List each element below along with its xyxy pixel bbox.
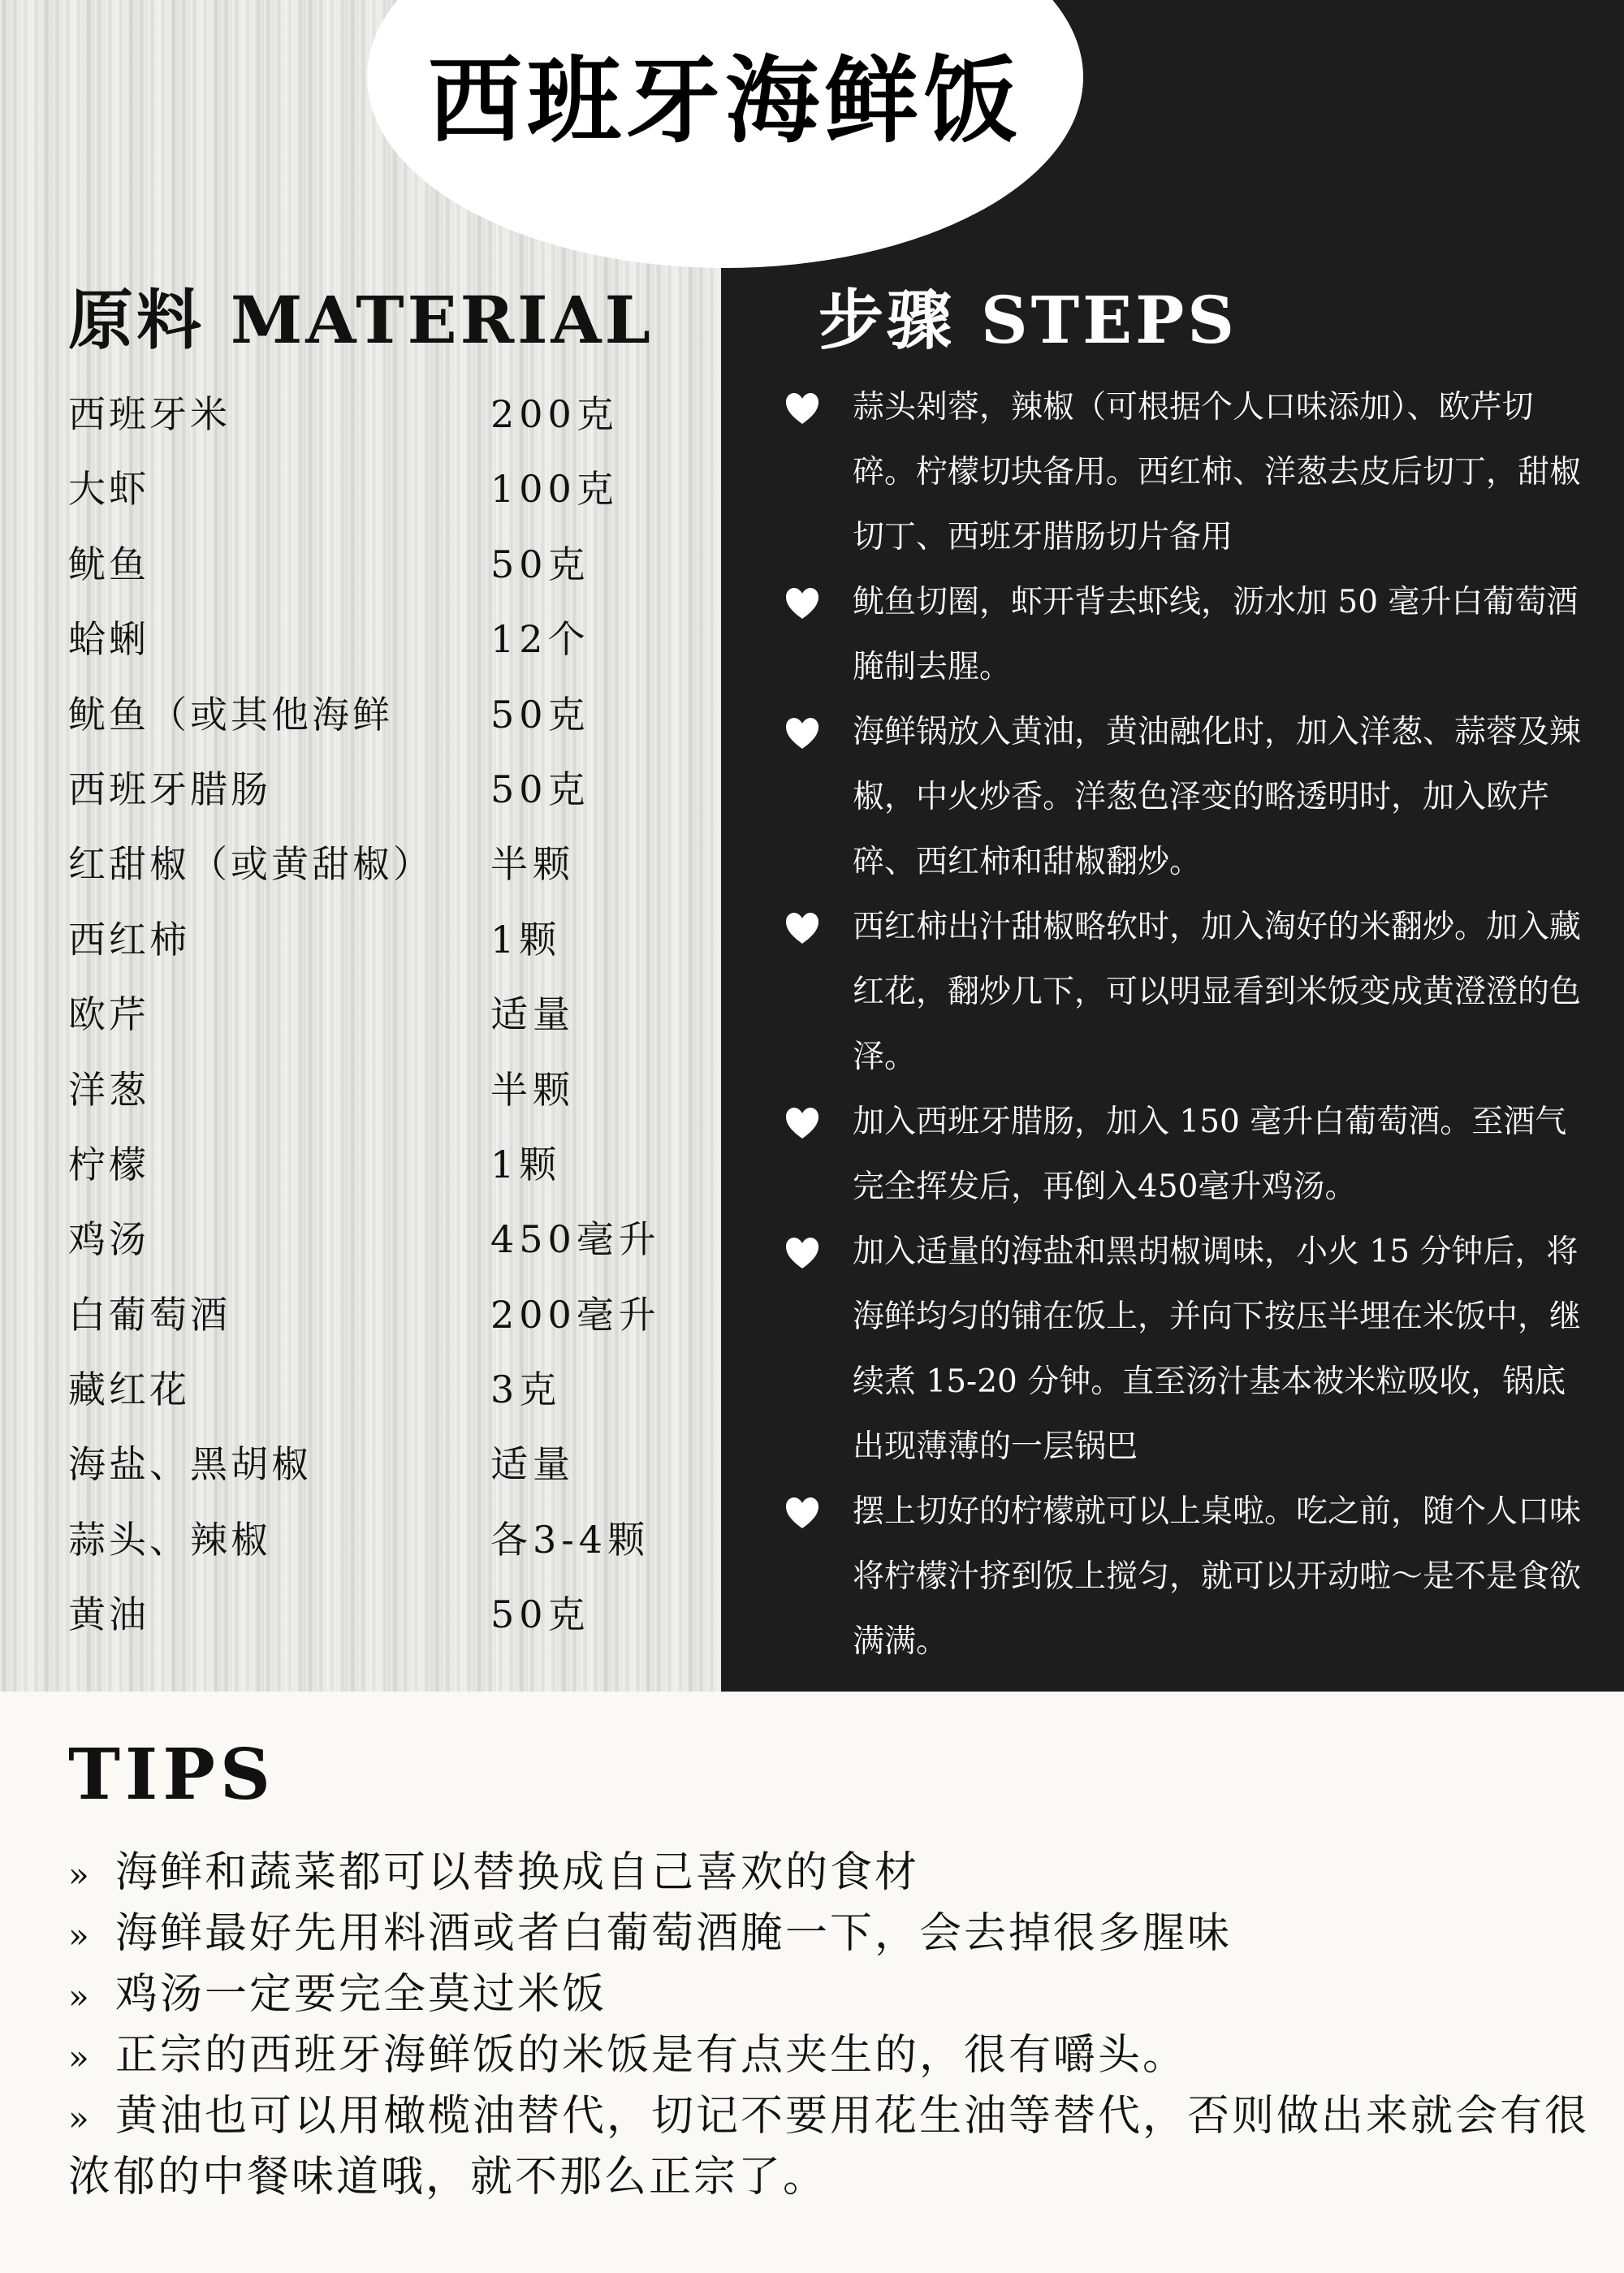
material-row	[68, 902, 702, 977]
material-quantity: 200克	[490, 392, 619, 436]
tip-text: 海鲜最好先用料酒或者白葡萄酒腌一下，会去掉很多腥味	[115, 1909, 1233, 1958]
step-text: 摆上切好的柠檬就可以上桌啦。吃之前，随个人口味将柠檬汁挤到饭上搅匀，就可以开动啦～是不是食欲满满。	[853, 1493, 1582, 1660]
tip-marker-icon: »	[68, 2037, 92, 2077]
step-item	[780, 570, 1592, 700]
material-row	[68, 1352, 702, 1427]
material-name: 红甜椒（或黄甜椒）	[68, 842, 434, 887]
heart-icon	[784, 586, 820, 622]
material-quantity: 50克	[490, 767, 590, 811]
heart-icon	[784, 716, 820, 752]
material-quantity: 12个	[490, 617, 590, 662]
step-text: 海鲜锅放入黄油，黄油融化时，加入洋葱、蒜蓉及辣椒，中火炒香。洋葱色泽变的略透明时，加入欧芹碎、西红柿和甜椒翻炒。	[853, 714, 1582, 880]
material-name: 洋葱	[68, 1067, 149, 1112]
material-name: 柠檬	[68, 1142, 149, 1186]
material-row	[68, 377, 702, 452]
step-text: 蒜头剁蓉，辣椒（可根据个人口味添加）、欧芹切碎。柠檬切块备用。西红柿、洋葱去皮后切丁，甜椒切丁、西班牙腊肠切片备用	[853, 389, 1582, 555]
steps-list	[780, 375, 1592, 1675]
tip-marker-icon: »	[68, 1977, 92, 2016]
material-quantity: 半颗	[490, 842, 575, 887]
step-item	[780, 1090, 1592, 1220]
heart-icon	[784, 1236, 820, 1272]
material-name: 藏红花	[68, 1368, 190, 1412]
tips-heading: TIPS	[68, 1734, 275, 1816]
materials-list	[68, 377, 702, 1653]
material-row	[68, 602, 702, 676]
material-quantity: 50克	[490, 542, 590, 586]
material-row	[68, 977, 702, 1052]
steps-heading: 步骤 STEPS	[818, 282, 1238, 358]
material-quantity: 3克	[490, 1368, 562, 1412]
material-name: 西班牙腊肠	[68, 767, 271, 811]
step-item	[780, 1220, 1592, 1480]
material-name: 鱿鱼（或其他海鲜	[68, 692, 393, 737]
tip-item	[68, 1904, 1595, 1965]
step-text: 加入适量的海盐和黑胡椒调味，小火 15 分钟后，将海鲜均匀的铺在饭上，并向下按压半埋在米饭中，继续煮 15-20 分钟。直至汤汁基本被米粒吸收，锅底出现薄薄的一层锅巴	[853, 1234, 1582, 1465]
material-name: 鱿鱼	[68, 542, 149, 586]
material-quantity: 50克	[490, 1592, 590, 1637]
material-name: 海盐、黑胡椒	[68, 1442, 312, 1487]
material-row	[68, 1052, 702, 1127]
tip-marker-icon: »	[68, 2098, 92, 2138]
material-quantity: 100克	[490, 467, 619, 512]
tip-text: 鸡汤一定要完全莫过米饭	[115, 1970, 607, 2019]
tip-text: 海鲜和蔬菜都可以替换成自己喜欢的食材	[115, 1848, 920, 1897]
step-item	[780, 895, 1592, 1090]
material-row	[68, 452, 702, 526]
tip-marker-icon: »	[68, 1855, 92, 1895]
step-text: 鱿鱼切圈，虾开背去虾线，沥水加 50 毫升白葡萄酒腌制去腥。	[853, 584, 1579, 685]
material-quantity: 1颗	[490, 1142, 562, 1186]
material-name: 白葡萄酒	[68, 1292, 231, 1337]
material-quantity: 各3-4颗	[490, 1517, 650, 1562]
heart-icon	[784, 1106, 820, 1142]
material-row	[68, 1427, 702, 1502]
tips-list	[68, 1843, 1595, 2206]
step-item	[780, 375, 1592, 570]
materials-heading: 原料 MATERIAL	[68, 282, 654, 358]
material-row	[68, 1277, 702, 1352]
tip-item	[68, 2026, 1595, 2087]
material-name: 欧芹	[68, 992, 149, 1037]
material-name: 西红柿	[68, 917, 190, 961]
page-title: 西班牙海鲜饭	[428, 46, 1022, 156]
material-name: 黄油	[68, 1592, 149, 1637]
step-text: 加入西班牙腊肠，加入 150 毫升白葡萄酒。至酒气完全挥发后，再倒入450毫升鸡汤。	[853, 1104, 1567, 1205]
material-quantity: 半颗	[490, 1067, 575, 1112]
material-row	[68, 752, 702, 827]
material-name: 鸡汤	[68, 1217, 149, 1262]
material-name: 西班牙米	[68, 392, 231, 436]
tip-item	[68, 1843, 1595, 1904]
material-row	[68, 1127, 702, 1202]
tip-text: 正宗的西班牙海鲜饭的米饭是有点夹生的，很有嚼头。	[115, 2031, 1188, 2080]
material-quantity: 50克	[490, 692, 590, 737]
step-item	[780, 700, 1592, 895]
heart-icon	[784, 391, 820, 427]
step-text: 西红柿出汁甜椒略软时，加入淘好的米翻炒。加入藏红花，翻炒几下，可以明显看到米饭变成黄澄澄的色泽。	[853, 909, 1582, 1075]
heart-icon	[784, 911, 820, 947]
material-quantity: 适量	[490, 1442, 575, 1487]
material-row	[68, 1577, 702, 1652]
material-name: 蒜头、辣椒	[68, 1517, 271, 1562]
material-row	[68, 827, 702, 901]
material-row	[68, 1502, 702, 1577]
heart-icon	[784, 1496, 820, 1532]
material-row	[68, 527, 702, 602]
material-quantity: 200毫升	[490, 1292, 661, 1337]
tip-text: 黄油也可以用橄榄油替代，切记不要用花生油等替代，否则做出来就会有很浓郁的中餐味道哦，就不那么正宗了。	[68, 2092, 1590, 2202]
material-quantity: 450毫升	[490, 1217, 661, 1262]
step-item	[780, 1480, 1592, 1675]
material-row	[68, 1202, 702, 1277]
tip-item	[68, 1965, 1595, 2026]
tip-marker-icon: »	[68, 1916, 92, 1955]
material-quantity: 适量	[490, 992, 575, 1037]
material-row	[68, 677, 702, 752]
material-name: 大虾	[68, 467, 149, 512]
material-name: 蛤蜊	[68, 617, 149, 662]
material-quantity: 1颗	[490, 917, 562, 961]
tip-item	[68, 2087, 1595, 2206]
